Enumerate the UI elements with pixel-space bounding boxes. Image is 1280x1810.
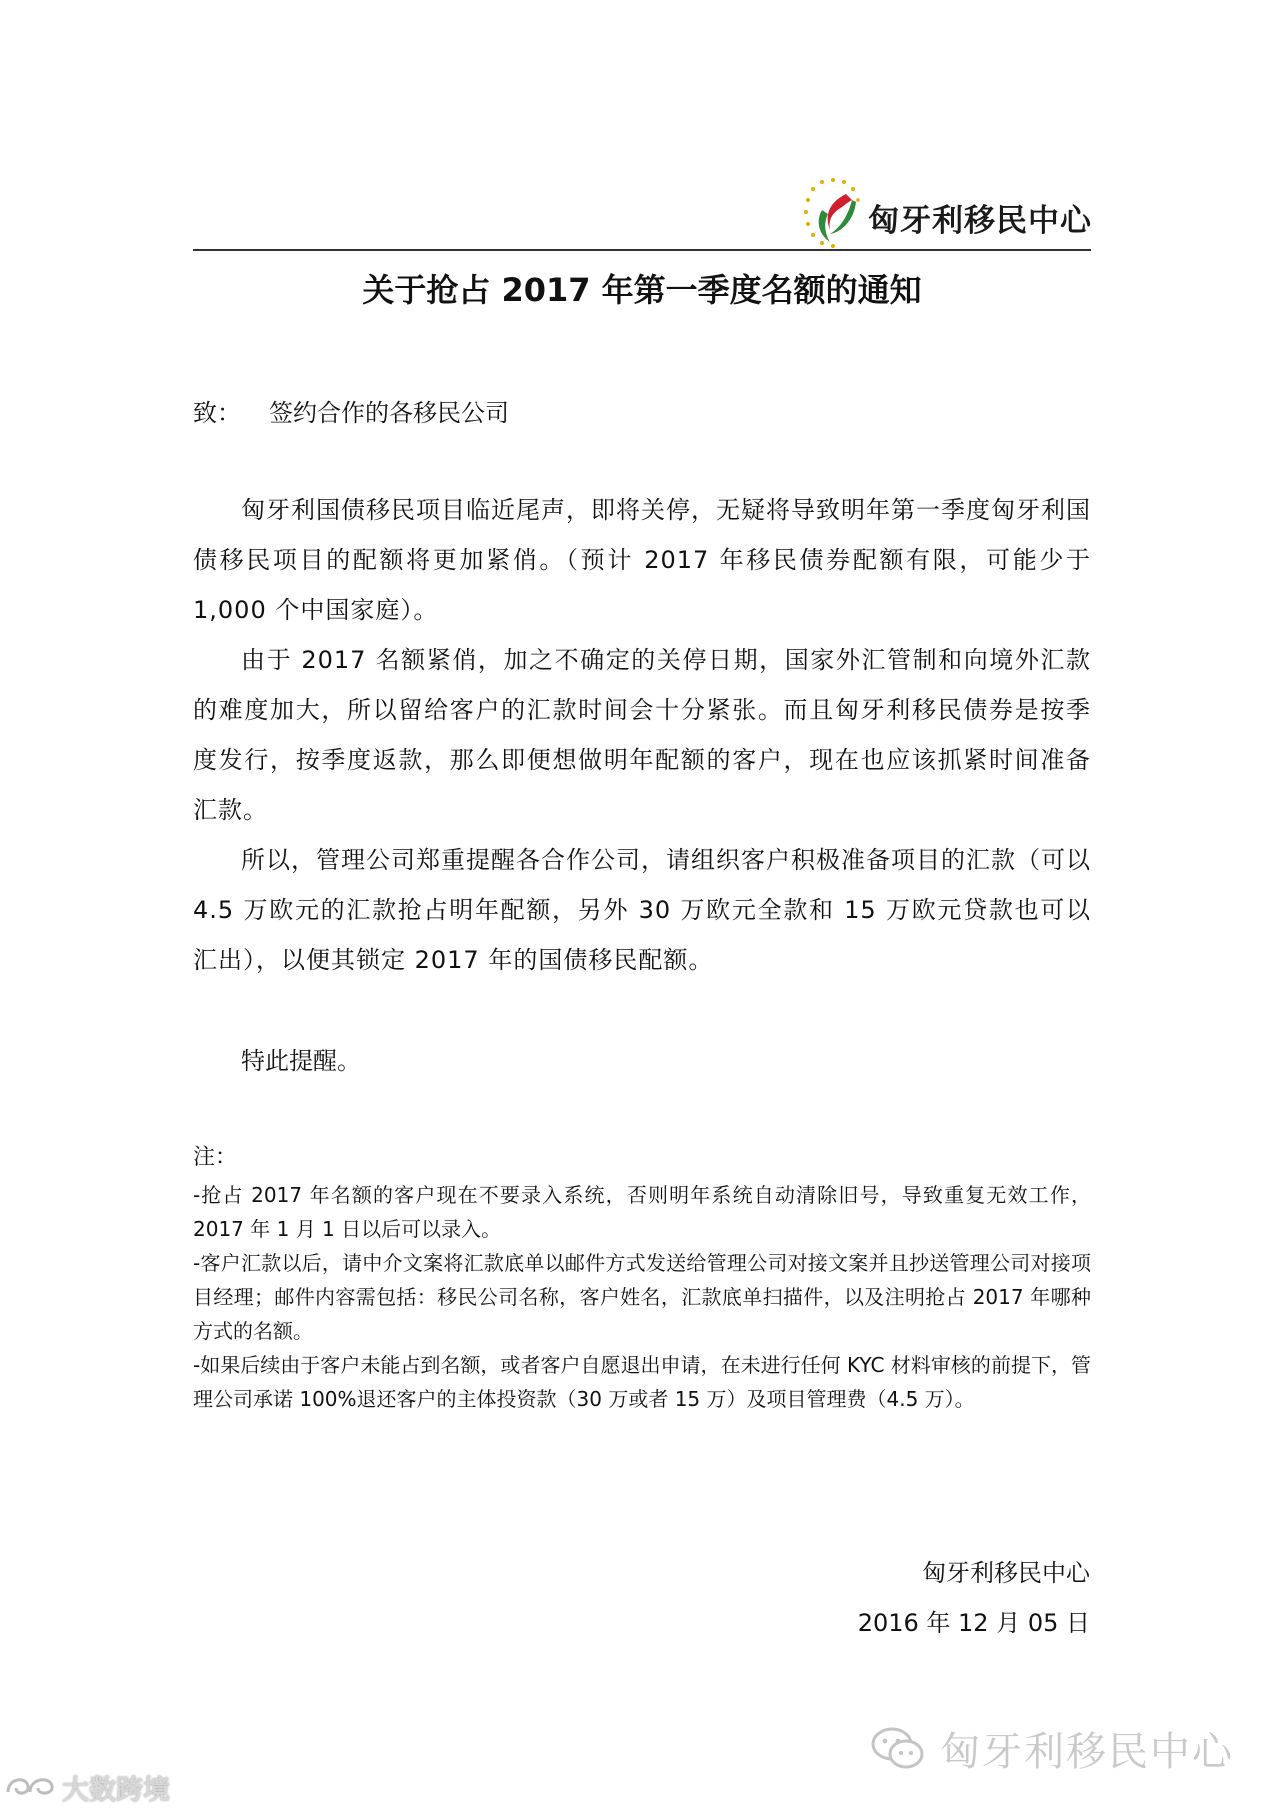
body-paragraph-2: 由于 2017 名额紧俏，加之不确定的关停日期，国家外汇管制和向境外汇款的难度加大，所以留给客户的汇款时间会十分紧张。而且匈牙利移民债券是按季度发行，按季度返款，那么即便想做明年配额的客户，现在也应该抓紧时间准备汇款。 <box>193 646 1091 824</box>
brand-swirl-icon <box>4 1772 56 1800</box>
note-item: -如果后续由于客户未能占到名额，或者客户自愿退出申请，在未进行任何 KYC 材料审核的前提下，管理公司承诺 100%退还客户的主体投资款（30 万或者 15 万）及项目管理费（4.5 万）。 <box>193 1353 1091 1411</box>
signature-date: 2016 年 12 月 05 日 <box>857 1609 1090 1637</box>
signature-block <box>858 1548 1090 1648</box>
brand-watermark <box>4 1766 204 1806</box>
recipient-text: 签约合作的各移民公司 <box>269 399 509 427</box>
wechat-icon <box>870 1726 926 1772</box>
note-item: -客户汇款以后，请中介文案将汇款底单以邮件方式发送给管理公司对接文案并且抄送管理公司对接项目经理；邮件内容需包括：移民公司名称，客户姓名，汇款底单扫描件，以及注明抢占 2017 年哪种方式的名额。 <box>193 1251 1091 1343</box>
brand-watermark-text: 大数跨境 <box>62 1775 170 1806</box>
wechat-watermark <box>870 1718 1240 1778</box>
body-paragraph-3: 所以，管理公司郑重提醒各合作公司，请组织客户积极准备项目的汇款（可以 4.5 万欧元的汇款抢占明年配额，另外 30 万欧元全款和 15 万欧元贷款也可以汇出），以便其锁定 2017 年的国债移民配额。 <box>193 846 1091 974</box>
notes-section <box>193 1138 1091 1416</box>
recipient-label: 致： <box>193 399 241 427</box>
document-title: 关于抢占 2017 年第一季度名额的通知 <box>362 271 922 309</box>
note-item: -抢占 2017 年名额的客户现在不要录入系统，否则明年系统自动清除旧号，导致重复无效工作，2017 年 1 月 1 日以后可以录入。 <box>193 1183 1091 1241</box>
closing-reminder: 特此提醒。 <box>241 1047 361 1075</box>
letterhead-org-name: 匈牙利移民中心 <box>868 203 1092 239</box>
notes-label: 注： <box>193 1145 238 1170</box>
header-divider <box>193 249 1091 251</box>
signature-org: 匈牙利移民中心 <box>922 1559 1090 1587</box>
wechat-watermark-text: 匈牙利移民中心 <box>940 1729 1234 1775</box>
body-paragraph-1: 匈牙利国债移民项目临近尾声，即将关停，无疑将导致明年第一季度匈牙利国债移民项目的配额将更加紧俏。（预计 2017 年移民债券配额有限，可能少于 1,000 个中国家庭）。 <box>193 496 1091 624</box>
recipient-line <box>193 393 509 428</box>
letterhead <box>800 172 1092 256</box>
hungary-immigration-logo-icon <box>800 172 866 256</box>
